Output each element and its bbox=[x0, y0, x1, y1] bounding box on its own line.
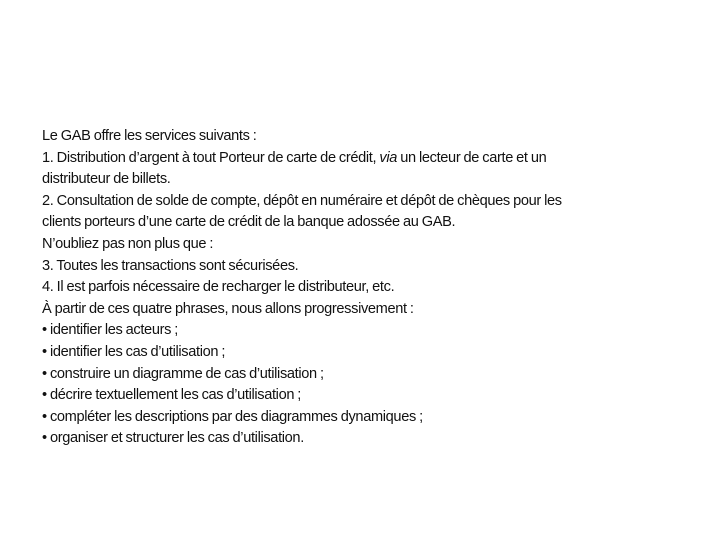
service-item-2-line2: clients porteurs d’une carte de crédit de la banque adossée au GAB. bbox=[42, 214, 456, 231]
slide-body-text bbox=[42, 126, 692, 450]
reminder-line: N’oubliez pas non plus que : bbox=[42, 235, 214, 252]
service-item-2-line1: 2. Consultation de solde de compte, dépôt en numéraire et dépôt de chèques pour les bbox=[42, 192, 562, 209]
bullet-item: • compléter les descriptions par des diagrammes dynamiques ; bbox=[42, 408, 423, 425]
service-item-1 bbox=[42, 148, 692, 170]
bullet-item: • organiser et structurer les cas d’utilisation. bbox=[42, 430, 304, 447]
bullet-item: • construire un diagramme de cas d’utilisation ; bbox=[42, 365, 324, 382]
plan-intro-line: À partir de ces quatre phrases, nous allons progressivement : bbox=[42, 300, 414, 317]
service-item-1-text-end: un lecteur de carte et un bbox=[397, 149, 547, 166]
service-item-1-italic: via bbox=[379, 149, 398, 166]
intro-line: Le GAB offre les services suivants : bbox=[42, 128, 257, 144]
bullet-item: • décrire textuellement les cas d’utilisation ; bbox=[42, 387, 302, 404]
service-item-3: 3. Toutes les transactions sont sécurisées. bbox=[42, 257, 299, 274]
service-item-1-text: 1. Distribution d’argent à tout Porteur de carte de crédit, bbox=[42, 149, 380, 166]
bullet-item: • identifier les cas d’utilisation ; bbox=[42, 343, 226, 360]
service-item-1-continuation: distributeur de billets. bbox=[42, 171, 171, 188]
service-item-4: 4. Il est parfois nécessaire de recharger le distributeur, etc. bbox=[42, 279, 395, 296]
bullet-item: • identifier les acteurs ; bbox=[42, 322, 178, 339]
